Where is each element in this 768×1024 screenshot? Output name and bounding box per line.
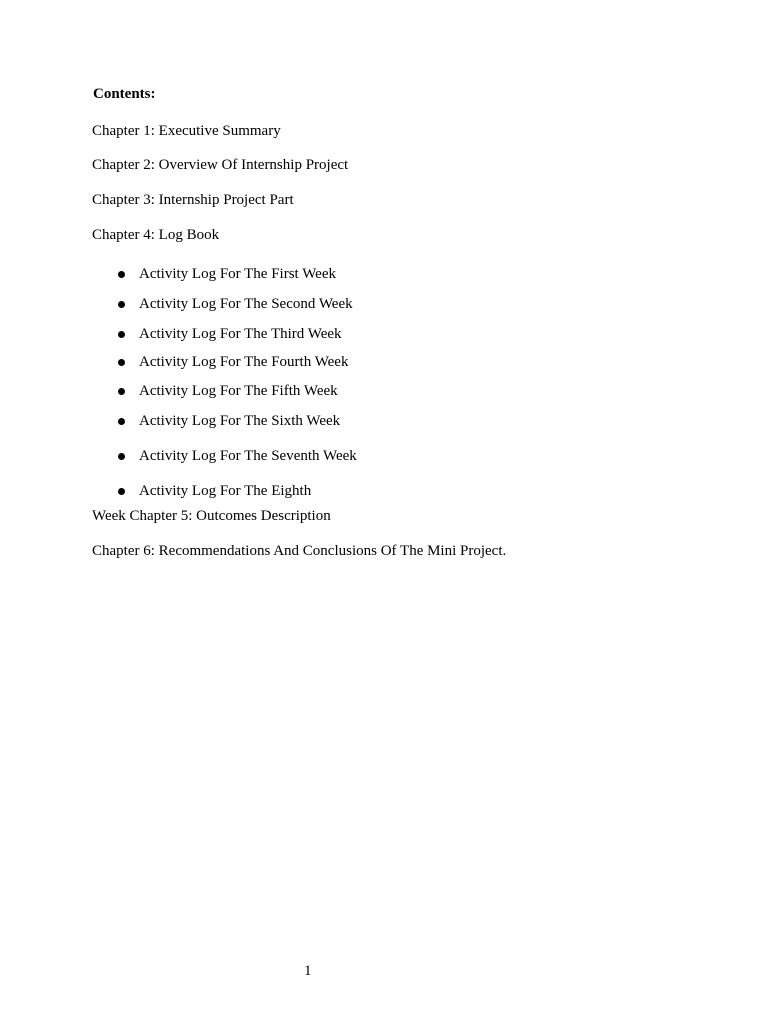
bullet-icon [118, 388, 125, 395]
bullet-icon [118, 331, 125, 338]
toc-chapter-4: Chapter 4: Log Book [92, 227, 220, 243]
toc-chapter-1: Chapter 1: Executive Summary [92, 123, 281, 139]
list-item [118, 296, 353, 313]
list-item-label: Activity Log For The Seventh Week [139, 448, 357, 464]
list-item-label: Activity Log For The Fifth Week [139, 383, 338, 399]
list-item [118, 266, 336, 283]
list-item-label: Activity Log For The First Week [139, 266, 336, 282]
list-item-label: Activity Log For The Fourth Week [139, 354, 349, 370]
toc-chapter-5: Week Chapter 5: Outcomes Description [92, 508, 331, 524]
list-item [118, 483, 311, 500]
list-item-label: Activity Log For The Second Week [139, 296, 353, 312]
toc-chapter-2: Chapter 2: Overview Of Internship Project [92, 157, 349, 173]
bullet-icon [118, 453, 125, 460]
bullet-icon [118, 359, 125, 366]
list-item [118, 413, 340, 430]
list-item [118, 326, 342, 343]
list-item [118, 448, 357, 465]
list-item [118, 383, 338, 400]
list-item-label: Activity Log For The Third Week [139, 326, 342, 342]
page-number: 1 [304, 963, 312, 979]
toc-chapter-6: Chapter 6: Recommendations And Conclusions Of The Mini Project. [92, 543, 507, 559]
list-item-label: Activity Log For The Sixth Week [139, 413, 341, 429]
list-item-label: Activity Log For The Eighth [139, 483, 312, 499]
list-item [118, 354, 348, 371]
bullet-icon [118, 301, 125, 308]
toc-chapter-3: Chapter 3: Internship Project Part [92, 192, 294, 208]
bullet-icon [118, 271, 125, 278]
bullet-icon [118, 488, 125, 495]
bullet-icon [118, 418, 125, 425]
contents-heading: Contents: [93, 86, 156, 102]
